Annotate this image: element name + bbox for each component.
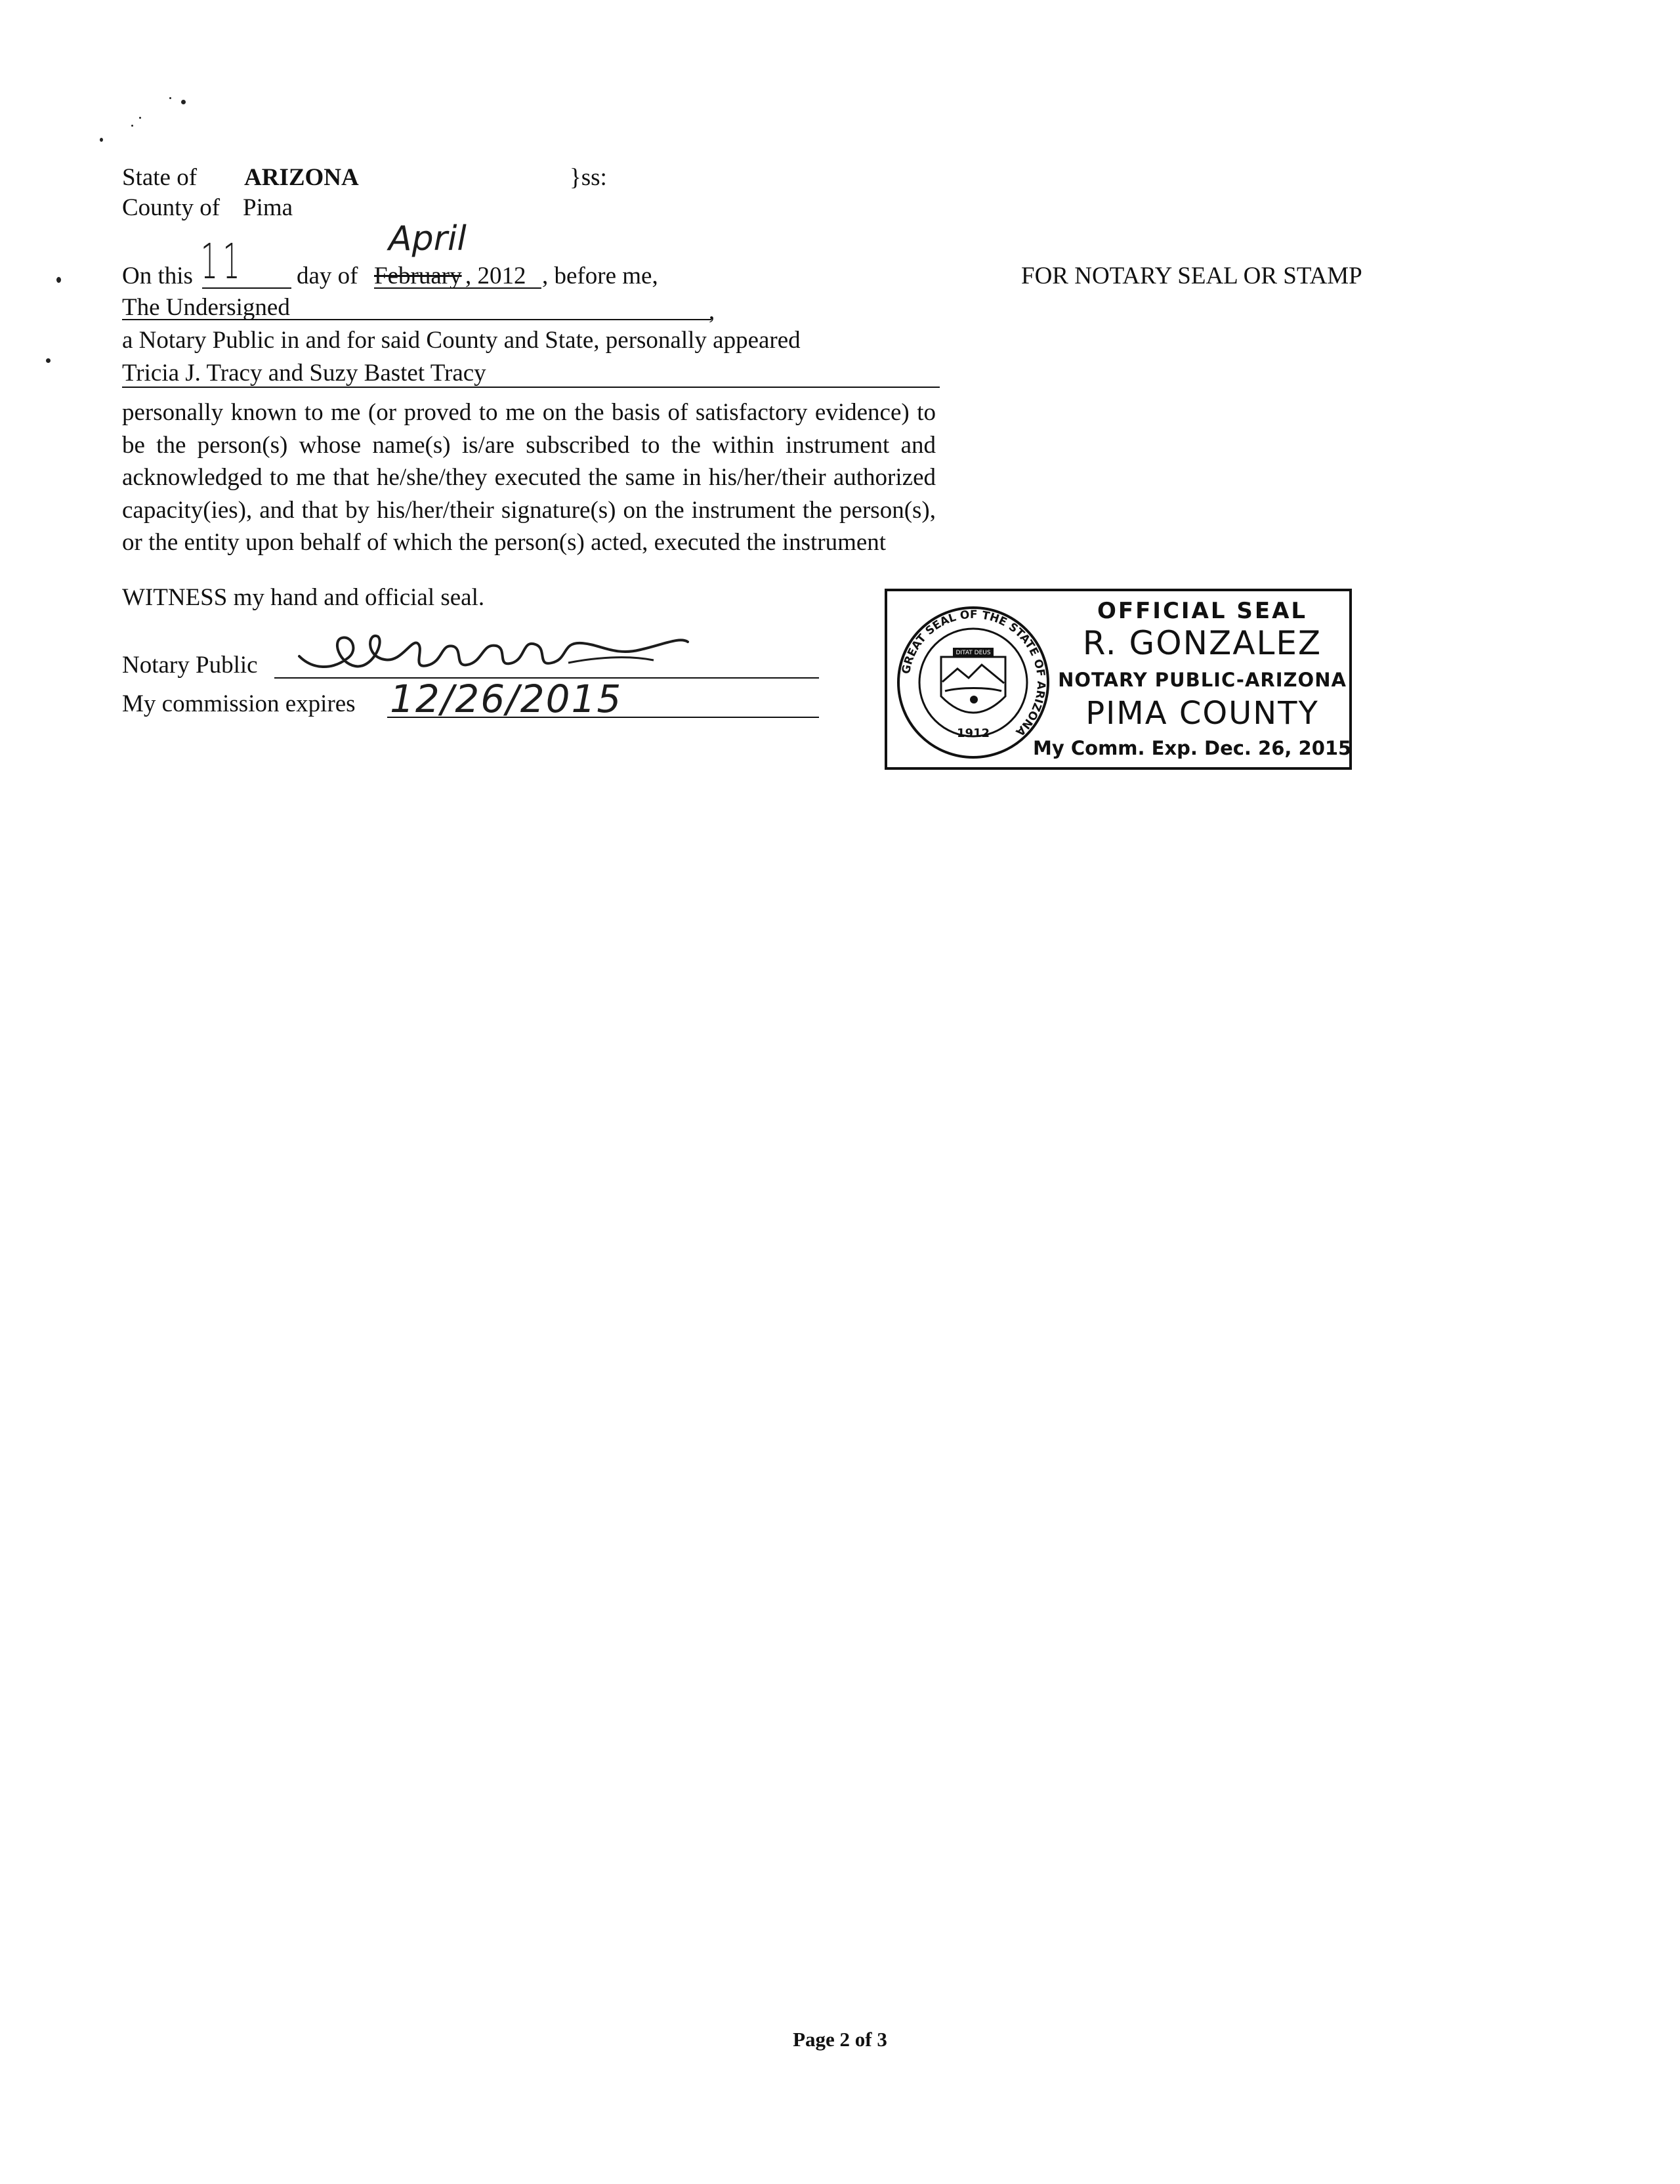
witness-line: WITNESS my hand and official seal. [122,584,485,611]
scan-speck [131,125,133,127]
on-this-label: On this [122,262,193,289]
officer-comma: , [709,298,715,325]
scan-speck [181,100,186,104]
page-number: Page 2 of 3 [793,2028,887,2051]
state-seal-icon [895,604,1051,761]
stamp-notary-name: R. GONZALEZ [1082,624,1322,662]
notary-public-label: Notary Public [122,652,258,679]
stamp-county: PIMA COUNTY [1085,695,1319,732]
seal-ring-text: GREAT SEAL OF THE STATE OF ARIZONA [899,608,1048,739]
day-handwritten: 11 [201,234,245,290]
stamp-title: OFFICIAL SEAL [1097,598,1308,624]
stamp-expiry: My Comm. Exp. Dec. 26, 2015 [1033,737,1352,759]
appeared-underline [122,387,940,388]
scan-speck [56,277,61,283]
month-handwritten: April [388,219,467,259]
month-struck: February [374,262,462,289]
state-value: ARIZONA [244,164,359,191]
ss-marker: }ss: [570,164,607,191]
commission-handwritten: 12/26/2015 [390,677,623,721]
appeared-names: Tricia J. Tracy and Suzy Bastet Tracy [122,360,486,387]
notary-line: a Notary Public in and for said County and State, personally appeared [122,327,801,354]
seal-area-label: FOR NOTARY SEAL OR STAMP [1021,262,1362,289]
officer-underline [122,319,711,320]
before-me-label: , before me, [542,262,658,289]
notary-stamp [885,589,1352,770]
state-label: State of [122,164,198,191]
day-of-label: day of [297,262,358,289]
officer-name: The Undersigned [122,294,290,321]
county-label: County of [122,194,220,221]
seal-motto: DITAT DEUS [956,650,991,656]
scan-speck [100,138,103,142]
month-underline [374,287,541,289]
county-value: Pima [243,194,293,221]
scan-speck [139,117,141,119]
seal-year: 1912 [956,726,990,740]
scan-speck [46,358,51,363]
year-suffix: , 2012 [465,262,526,289]
scan-speck [169,97,171,99]
acknowledgment-body: personally known to me (or proved to me on the basis of satisfactory evidence) to be the person(s) whose name(s) is/are subscribed to the within instrument and acknowledged to me that he/she/they executed the same in his/her/their authorized capacity(ies), and that by his/her/their signature(s) on the instrument the person(s), or the entity upon behalf of which the person(s) acted, executed the instrument [122,399,936,556]
stamp-role: NOTARY PUBLIC-ARIZONA [1058,669,1347,691]
commission-label: My commission expires [122,690,356,717]
